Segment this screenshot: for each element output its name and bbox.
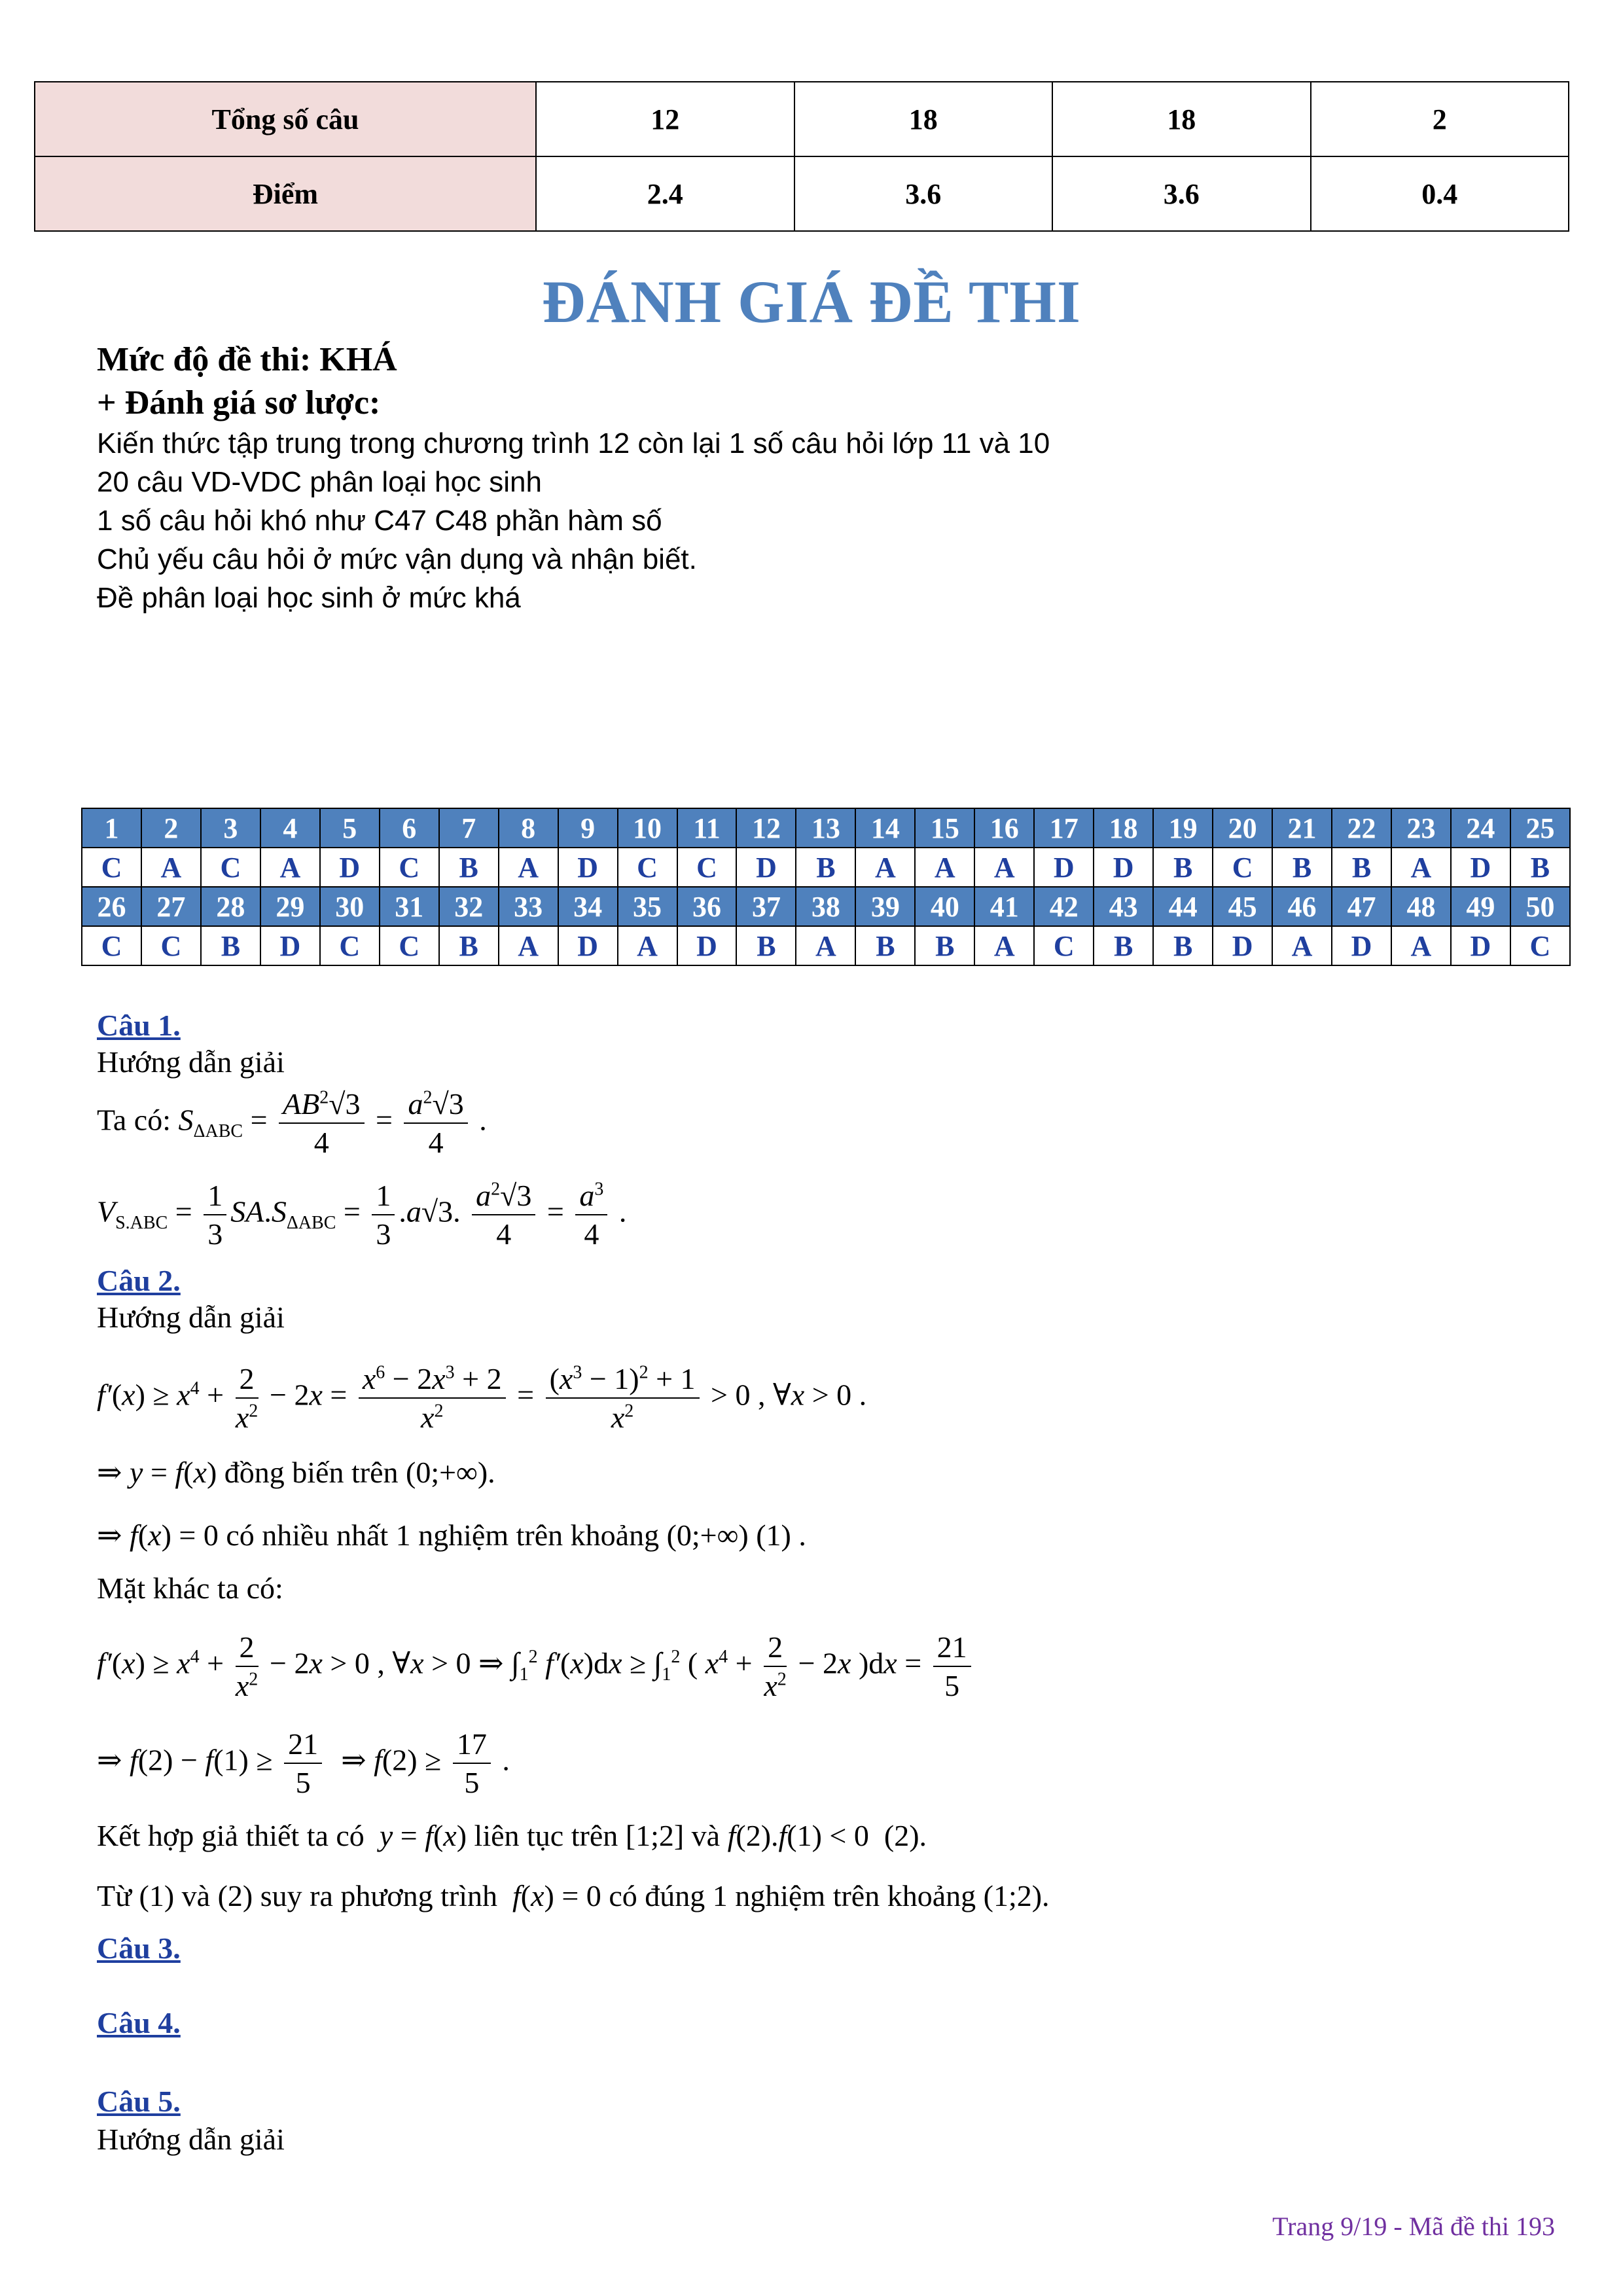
answer-number-cell: 19 [1153, 808, 1213, 848]
overview-line: Đề phân loại học sinh ở mức khá [97, 582, 521, 614]
answer-number-cell: 34 [558, 887, 618, 926]
answer-letter-cell: B [439, 848, 499, 887]
summary-row-score [35, 156, 1569, 231]
answer-number-cell: 44 [1153, 887, 1213, 926]
answer-letter-cell: B [201, 926, 260, 965]
summary-cell: 3.6 [794, 156, 1053, 231]
answer-number-cell: 12 [736, 808, 796, 848]
summary-cell: 12 [536, 82, 794, 156]
answer-number-cell: 48 [1391, 887, 1451, 926]
answer-number-cell: 2 [141, 808, 201, 848]
q2-root-line: ⇒ f(x) = 0 có nhiều nhất 1 nghiệm trên khoảng (0;+∞) (1) . [97, 1518, 806, 1552]
q2-conclusion-line: Từ (1) và (2) suy ra phương trình f(x) = 0 có đúng 1 nghiệm trên khoảng (1;2). [97, 1879, 1050, 1912]
answer-letter-cell: B [796, 848, 855, 887]
answer-number-cell: 30 [320, 887, 380, 926]
answer-letter-cell: C [1213, 848, 1272, 887]
answer-letter-cell: D [558, 926, 618, 965]
answer-number-cell: 39 [855, 887, 915, 926]
answer-letter-cell: C [141, 926, 201, 965]
page-title: ĐÁNH GIÁ ĐỀ THI [542, 268, 1081, 335]
answer-number-cell: 15 [915, 808, 974, 848]
ta-co-text: Ta có: [97, 1103, 171, 1137]
answer-number-cell: 41 [974, 887, 1034, 926]
answer-letter-cell: B [915, 926, 974, 965]
difficulty-level: Mức độ đề thi: KHÁ [97, 341, 397, 378]
answer-letter-cell: B [1510, 848, 1570, 887]
summary-row-count [35, 82, 1569, 156]
summary-label: Điểm [35, 156, 536, 231]
answer-number-cell: 16 [974, 808, 1034, 848]
lien-tuc-text: liên tục trên [474, 1819, 618, 1852]
answer-letter-cell: A [1272, 926, 1332, 965]
answer-letter-cell: A [260, 848, 320, 887]
q2-combine-line: Kết hợp giả thiết ta có y = f(x) liên tục trên [1;2] và f(2).f(1) < 0 (2). [97, 1819, 927, 1852]
answer-number-cell: 33 [499, 887, 558, 926]
summary-table [34, 81, 1569, 232]
answer-letter-cell: A [618, 926, 677, 965]
answer-number-cell: 22 [1332, 808, 1391, 848]
answer-letter-cell: A [915, 848, 974, 887]
ket-hop-text: Kết hợp giả thiết ta có [97, 1819, 365, 1852]
answer-letter-cell: B [1153, 848, 1213, 887]
answer-letter-cell: A [796, 926, 855, 965]
answer-number-cell: 13 [796, 808, 855, 848]
answer-number-cell: 49 [1451, 887, 1510, 926]
answer-number-cell: 5 [320, 808, 380, 848]
answer-numbers-row [82, 808, 1570, 848]
answer-number-cell: 8 [499, 808, 558, 848]
answer-number-cell: 25 [1510, 808, 1570, 848]
overview-line: 1 số câu hỏi khó như C47 C48 phần hàm số [97, 505, 662, 537]
q1-volume-formula: $V_{S.ABC}$ = $\frac{1}{3}$ $SA.S_{\Delta ABC}$ = $\frac{1}{3}$ .a√3. $\frac{a^2√3}{4}$ = $\frac{a^3}{4}$ . [97, 1179, 627, 1251]
answer-letter-cell: B [1272, 848, 1332, 887]
answer-number-cell: 42 [1034, 887, 1094, 926]
q2-value-line: ⇒ f(2) − f(1) ≥ $\frac{21}{5}$ ⇒ f(2) ≥ $\frac{17}{5}$ . [97, 1727, 510, 1799]
answer-number-cell: 35 [618, 887, 677, 926]
answer-letter-cell: A [974, 926, 1034, 965]
answer-letter-cell: B [1094, 926, 1153, 965]
answer-letter-cell: D [1094, 848, 1153, 887]
answer-letter-cell: D [558, 848, 618, 887]
summary-cell: 2 [1311, 82, 1569, 156]
answer-letter-cell: B [855, 926, 915, 965]
answer-letter-cell: B [1153, 926, 1213, 965]
dong-bien-text: đồng biến trên [224, 1456, 399, 1489]
answer-letter-cell: C [1034, 926, 1094, 965]
answer-number-cell: 20 [1213, 808, 1272, 848]
answer-letter-cell: A [1391, 848, 1451, 887]
answer-letter-cell: C [320, 926, 380, 965]
overview-line: Chủ yếu câu hỏi ở mức vận dụng và nhận biết. [97, 543, 697, 575]
answer-number-cell: 31 [380, 887, 439, 926]
answer-letter-cell: D [1034, 848, 1094, 887]
summary-cell: 2.4 [536, 156, 794, 231]
answer-number-cell: 26 [82, 887, 141, 926]
answer-number-cell: 38 [796, 887, 855, 926]
q2-integral-line: $f'(x) \ge x^4$ + $\frac{2}{x^2}$ − 2x > 0 , ∀x > 0 ⇒ $\int_1^2$ $f'(x)dx \ge \int_1^2$ ( $x^4$ + $\frac{2}{x^2}$ − 2x )dx = $\frac{21}{5}$ [97, 1630, 975, 1703]
q2-monotone-line: ⇒ y = f(x) đồng biến trên (0;+∞). [97, 1456, 495, 1489]
answer-letter-cell: A [974, 848, 1034, 887]
answer-letter-cell: A [499, 926, 558, 965]
answer-number-cell: 10 [618, 808, 677, 848]
answer-number-cell: 21 [1272, 808, 1332, 848]
answer-letter-cell: C [618, 848, 677, 887]
answer-number-cell: 32 [439, 887, 499, 926]
question-4-heading: Câu 4. [97, 2006, 181, 2039]
overview-line: Kiến thức tập trung trong chương trình 12 còn lại 1 số câu hỏi lớp 11 và 10 [97, 427, 1050, 459]
answer-letter-cell: A [1391, 926, 1451, 965]
answer-number-cell: 6 [380, 808, 439, 848]
va-text: và [181, 1879, 211, 1912]
question-3-heading: Câu 3. [97, 1931, 181, 1965]
answer-number-cell: 11 [677, 808, 737, 848]
summary-cell: 18 [794, 82, 1053, 156]
answer-number-cell: 45 [1213, 887, 1272, 926]
answer-number-cell: 36 [677, 887, 737, 926]
answer-letter-cell: D [260, 926, 320, 965]
answer-number-cell: 29 [260, 887, 320, 926]
q1-formula-area: Ta có: $S_{\Delta ABC}$ = $\frac{AB^2√3}{4}$ = $\frac{a^2√3}{4}$ . [97, 1087, 487, 1159]
answer-number-cell: 46 [1272, 887, 1332, 926]
answer-number-cell: 43 [1094, 887, 1153, 926]
answer-number-cell: 17 [1034, 808, 1094, 848]
overview-text [97, 424, 1050, 617]
answer-letter-cell: B [439, 926, 499, 965]
question-2-heading: Câu 2. [97, 1264, 181, 1297]
answer-key-table [81, 808, 1571, 966]
answer-number-cell: 4 [260, 808, 320, 848]
answer-letter-cell: B [1332, 848, 1391, 887]
answer-letter-cell: C [201, 848, 260, 887]
answer-number-cell: 1 [82, 808, 141, 848]
answer-letters-row [82, 848, 1570, 887]
guide-label: Hướng dẫn giải [97, 1300, 285, 1334]
guide-label: Hướng dẫn giải [97, 2123, 285, 2156]
answer-letter-cell: D [736, 848, 796, 887]
answer-letter-cell: A [499, 848, 558, 887]
answer-letter-cell: C [677, 848, 737, 887]
answer-letter-cell: C [82, 926, 141, 965]
answer-number-cell: 28 [201, 887, 260, 926]
answer-number-cell: 24 [1451, 808, 1510, 848]
answer-letter-cell: B [736, 926, 796, 965]
overview-heading: + Đánh giá sơ lược: [97, 384, 381, 422]
suy-ra-text: suy ra phương trình [260, 1879, 498, 1912]
answer-number-cell: 14 [855, 808, 915, 848]
answer-number-cell: 50 [1510, 887, 1570, 926]
answer-number-cell: 18 [1094, 808, 1153, 848]
answer-letter-cell: A [141, 848, 201, 887]
answer-letters-row [82, 926, 1570, 965]
answer-letter-cell: C [380, 926, 439, 965]
question-1-heading: Câu 1. [97, 1009, 181, 1042]
summary-cell: 18 [1052, 82, 1311, 156]
tu-text: Từ [97, 1879, 132, 1912]
answer-letter-cell: C [380, 848, 439, 887]
guide-label: Hướng dẫn giải [97, 1045, 285, 1079]
answer-number-cell: 23 [1391, 808, 1451, 848]
question-5-heading: Câu 5. [97, 2085, 181, 2118]
answer-letter-cell: D [1451, 926, 1510, 965]
answer-number-cell: 40 [915, 887, 974, 926]
answer-letter-cell: D [1213, 926, 1272, 965]
overview-line: 20 câu VD-VDC phân loại học sinh [97, 466, 542, 498]
answer-letter-cell: D [1451, 848, 1510, 887]
answer-number-cell: 47 [1332, 887, 1391, 926]
answer-numbers-row [82, 887, 1570, 926]
answer-letter-cell: C [82, 848, 141, 887]
summary-label: Tổng số câu [35, 82, 536, 156]
answer-letter-cell: D [677, 926, 737, 965]
answer-letter-cell: D [1332, 926, 1391, 965]
va-text: và [691, 1819, 721, 1852]
answer-number-cell: 9 [558, 808, 618, 848]
answer-letter-cell: A [855, 848, 915, 887]
answer-letter-cell: C [1510, 926, 1570, 965]
co-dung-text: có đúng 1 nghiệm trên khoảng [609, 1879, 976, 1912]
page-footer: Trang 9/19 - Mã đề thi 193 [1272, 2212, 1555, 2241]
mat-khac-text: Mặt khác ta có: [97, 1571, 283, 1605]
summary-cell: 3.6 [1052, 156, 1311, 231]
nhieu-nhat-text: có nhiều nhất 1 nghiệm trên khoảng [226, 1518, 660, 1552]
q2-derivative-inequality: $f'(x) \ge x^4$ + $\frac{2}{x^2}$ − 2x = $\frac{x^6 - 2x^3 + 2}{x^2}$ = $\frac{(x^3 - 1)^2 + 1}{x^2}$ > 0 , ∀x > 0 . [97, 1362, 867, 1434]
answer-letter-cell: D [320, 848, 380, 887]
answer-number-cell: 27 [141, 887, 201, 926]
answer-number-cell: 7 [439, 808, 499, 848]
answer-number-cell: 37 [736, 887, 796, 926]
summary-cell: 0.4 [1311, 156, 1569, 231]
answer-number-cell: 3 [201, 808, 260, 848]
